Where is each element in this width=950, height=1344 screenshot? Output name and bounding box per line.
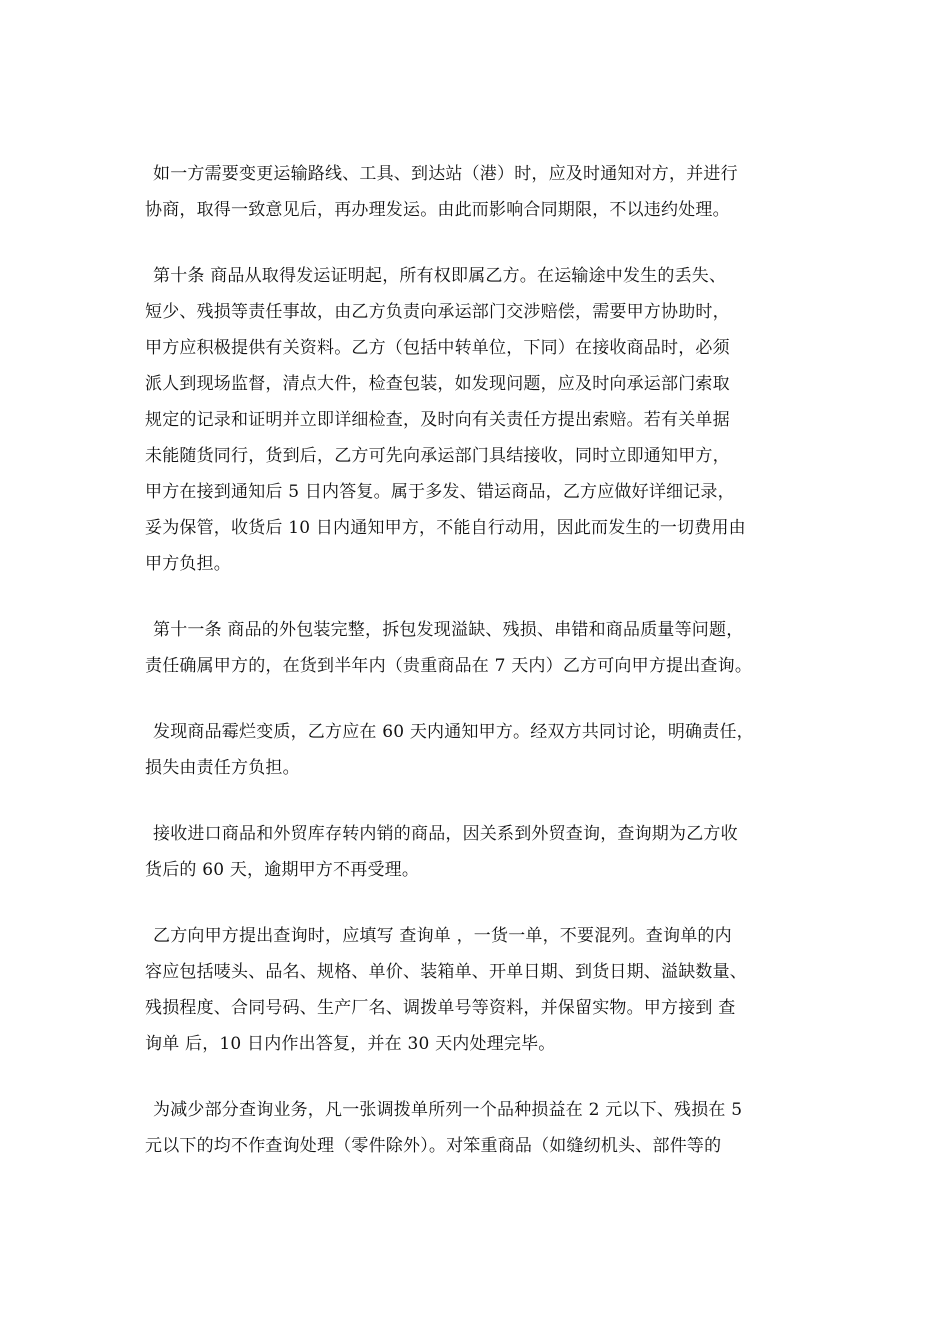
text-line: 责任确属甲方的，在货到半年内（贵重商品在 7 天内）乙方可向甲方提出查询。: [145, 656, 753, 676]
text-line: 第十一条 商品的外包装完整，拆包发现溢缺、残损、串错和商品质量等问题，: [153, 620, 744, 640]
text-line: 短少、残损等责任事故，由乙方负责向承运部门交涉赔偿，需要甲方协助时，: [145, 302, 730, 322]
paragraph-inquiry-form: [145, 918, 810, 1062]
text-line: 为减少部分查询业务，凡一张调拨单所列一个品种损益在 2 元以下、残损在 5: [153, 1100, 743, 1120]
text-line: 协商，取得一致意见后，再办理发运。由此而影响合同期限，不以违约处理。: [145, 200, 730, 220]
document-body: [145, 156, 810, 1194]
paragraph-article-10: [145, 258, 810, 582]
text-line: 损失由责任方负担。: [145, 758, 300, 778]
text-line: 容应包括唛头、品名、规格、单价、装箱单、开单日期、到货日期、溢缺数量、: [145, 962, 747, 982]
paragraph-route-change: [145, 156, 810, 228]
text-line: 乙方向甲方提出查询时，应填写 查询单 ，一货一单，不要混列。查询单的内: [153, 926, 732, 946]
text-line: 第十条 商品从取得发运证明起，所有权即属乙方。在运输途中发生的丢失、: [153, 266, 727, 286]
text-line: 妥为保管，收货后 10 日内通知甲方，不能自行动用，因此而发生的一切费用由: [145, 518, 746, 538]
text-line: 派人到现场监督，清点大件，检查包装，如发现问题，应及时向承运部门索取: [145, 374, 730, 394]
text-line: 规定的记录和证明并立即详细检查，及时向有关责任方提出索赔。若有关单据: [145, 410, 730, 430]
paragraph-spoilage: [145, 714, 810, 786]
text-line: 甲方负担。: [145, 554, 231, 574]
paragraph-imported-goods: [145, 816, 810, 888]
text-line: 发现商品霉烂变质，乙方应在 60 天内通知甲方。经双方共同讨论，明确责任，: [153, 722, 754, 742]
text-line: 未能随货同行，货到后，乙方可先向承运部门具结接收，同时立即通知甲方，: [145, 446, 730, 466]
text-line: 如一方需要变更运输路线、工具、到达站（港）时，应及时通知对方，并进行: [153, 164, 738, 184]
text-line: 残损程度、合同号码、生产厂名、调拨单号等资料，并保留实物。甲方接到 查: [145, 998, 736, 1018]
text-line: 接收进口商品和外贸库存转内销的商品，因关系到外贸查询，查询期为乙方收: [153, 824, 738, 844]
text-line: 甲方在接到通知后 5 日内答复。属于多发、错运商品，乙方应做好详细记录，: [145, 482, 735, 502]
paragraph-article-11: [145, 612, 810, 684]
text-line: 询单 后，10 日内作出答复，并在 30 天内处理完毕。: [145, 1034, 556, 1054]
text-line: 货后的 60 天，逾期甲方不再受理。: [145, 860, 420, 880]
paragraph-reduce-inquiries: [145, 1092, 810, 1164]
text-line: 元以下的均不作查询处理（零件除外）。对笨重商品（如缝纫机头、部件等的: [145, 1136, 722, 1156]
text-line: 甲方应积极提供有关资料。乙方（包括中转单位，下同）在接收商品时，必须: [145, 338, 730, 358]
